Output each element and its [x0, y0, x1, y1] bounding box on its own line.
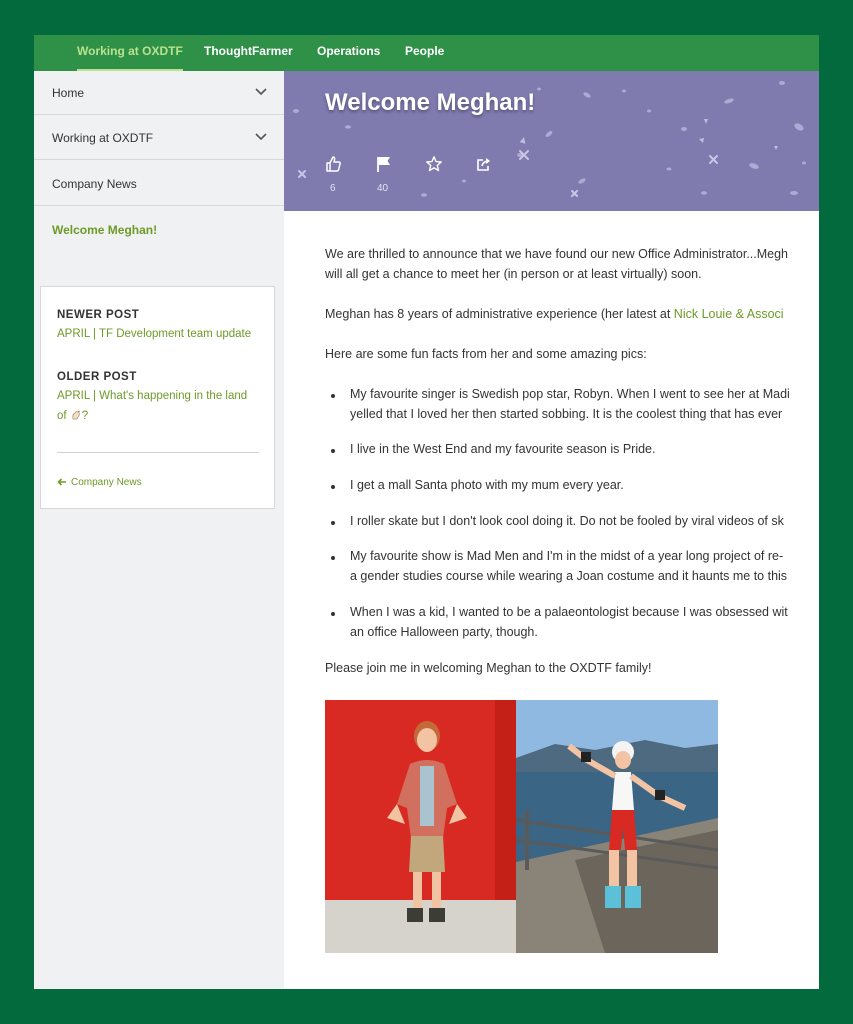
- sidebar-item-label: Home: [52, 86, 85, 100]
- bullet-dot: [331, 556, 335, 560]
- list-item: I roller skate but I don't look cool doing it. Do not be fooled by viral videos of sk: [350, 514, 784, 528]
- bullet-dot: [331, 394, 335, 398]
- list-item-continued: yelled that I loved her then started sobbing. It is the coolest thing that has ever: [350, 407, 783, 421]
- nick-louie-link[interactable]: Nick Louie & Associ: [673, 307, 784, 321]
- bullet-dot: [331, 449, 335, 453]
- sidebar-item-label: Company News: [52, 177, 137, 191]
- list-item: My favourite show is Mad Men and I'm in the midst of a year long project of re-: [350, 549, 784, 563]
- sidebar-item-welcome-meghan[interactable]: [34, 208, 284, 252]
- back-to-company-news-link[interactable]: [57, 477, 142, 488]
- nav-working-at-oxdtf[interactable]: Working at OXDTF: [77, 35, 183, 71]
- star-icon[interactable]: [425, 155, 443, 173]
- flag-count: 40: [377, 183, 389, 194]
- older-post-link[interactable]: [57, 386, 257, 426]
- list-item-continued: an office Halloween party, though.: [350, 625, 538, 639]
- fun-facts-intro: Here are some fun facts from her and some amazing pics:: [325, 347, 647, 361]
- post-navigation-box: [40, 286, 275, 509]
- flag-icon[interactable]: [375, 155, 393, 173]
- list-item: I live in the West End and my favourite season is Pride.: [350, 442, 656, 456]
- sidebar-item-home[interactable]: [34, 71, 284, 115]
- list-item: My favourite singer is Swedish pop star, Robyn. When I went to see her at Madi: [350, 387, 790, 401]
- photo-seawall: [516, 700, 718, 953]
- older-post-heading: OLDER POST: [57, 371, 137, 383]
- intro-line-1: We are thrilled to announce that we have found our new Office Administrator...Megh: [325, 247, 789, 261]
- list-item-continued: a gender studies course while wearing a Joan costume and it haunts me to this: [350, 569, 788, 583]
- newer-post-heading: NEWER POST: [57, 309, 140, 321]
- sidebar: [34, 71, 284, 989]
- nav-people[interactable]: People: [405, 44, 445, 58]
- meghan-photos: [325, 700, 718, 953]
- sidebar-item-label: Welcome Meghan!: [52, 223, 158, 237]
- bullet-dot: [331, 612, 335, 616]
- photo-red-wall: [325, 700, 516, 953]
- nav-operations[interactable]: Operations: [317, 44, 381, 58]
- rooster-emoji-icon: [70, 409, 82, 421]
- app-window: [34, 35, 819, 989]
- page-title: Welcome Meghan!: [325, 89, 536, 116]
- list-item: When I was a kid, I wanted to be a palaeontologist because I was obsessed wit: [350, 605, 788, 619]
- older-post-link-suffix: ?: [81, 410, 89, 422]
- newer-post-link[interactable]: APRIL | TF Development team update: [57, 328, 252, 340]
- older-post-link-prefix: of: [57, 410, 67, 422]
- divider: [57, 452, 259, 453]
- thumbs-up-icon[interactable]: [324, 155, 342, 173]
- back-link-label: Company News: [71, 477, 142, 488]
- bullet-dot: [331, 521, 335, 525]
- intro-line-2: will all get a chance to meet her (in person or at least virtually) soon.: [325, 267, 702, 281]
- chevron-down-icon[interactable]: [254, 132, 268, 142]
- experience-paragraph: [325, 304, 784, 324]
- chevron-down-icon[interactable]: [254, 87, 268, 97]
- sidebar-item-company-news[interactable]: [34, 162, 284, 206]
- top-nav: [34, 35, 819, 71]
- experience-text: Meghan has 8 years of administrative experience (her latest at: [325, 307, 674, 321]
- older-post-link-line1: APRIL | What's happening in the land: [57, 390, 248, 402]
- hero-banner: [284, 71, 819, 211]
- sidebar-item-working-at-oxdtf[interactable]: [34, 116, 284, 160]
- older-post-link-line2: [57, 406, 257, 426]
- share-icon[interactable]: [475, 155, 493, 173]
- list-item: I get a mall Santa photo with my mum every year.: [350, 478, 624, 492]
- sidebar-item-label: Working at OXDTF: [52, 131, 154, 145]
- nav-thoughtfarmer[interactable]: ThoughtFarmer: [204, 44, 293, 58]
- arrow-left-icon: [57, 478, 67, 486]
- bullet-dot: [331, 485, 335, 489]
- like-count: 6: [330, 183, 336, 194]
- closing-line: Please join me in welcoming Meghan to the OXDTF family!: [325, 661, 652, 675]
